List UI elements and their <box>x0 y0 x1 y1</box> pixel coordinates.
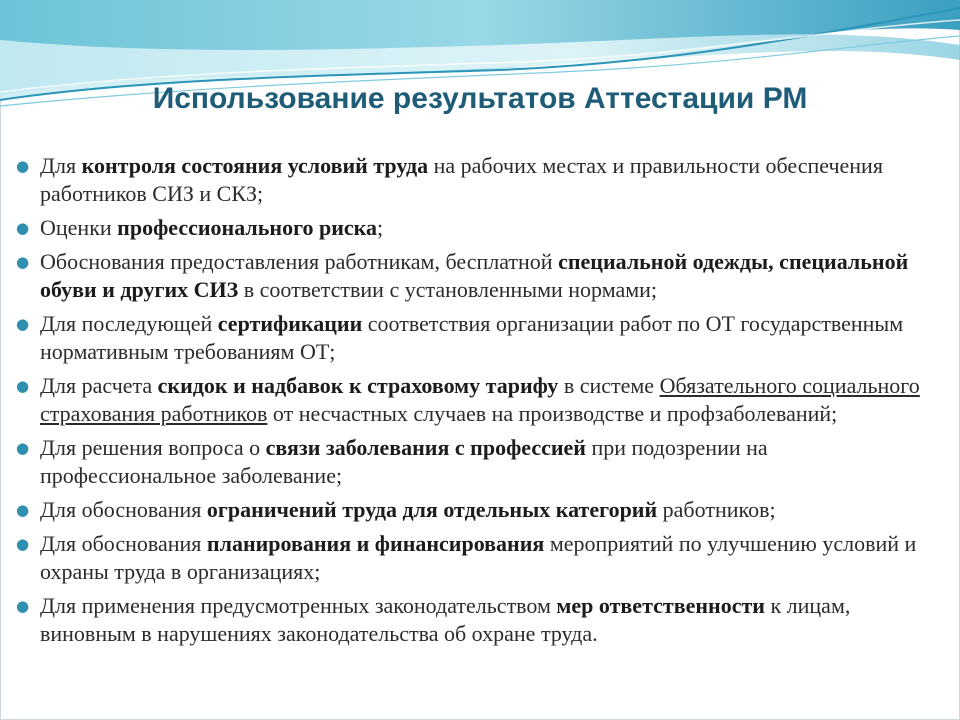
item-text: в системе <box>558 373 660 398</box>
list-item <box>14 496 934 524</box>
bullet-dot-icon: ● <box>16 157 30 175</box>
item-emphasis: контроля состояния условий труда <box>81 153 429 178</box>
item-text: Для расчета <box>40 373 158 398</box>
list-item <box>14 214 934 242</box>
osso-link[interactable]: Обязательного социального страхования работников <box>40 373 920 426</box>
item-text: Для применения предусмотренных законодательством <box>40 593 557 618</box>
item-text: Для обоснования <box>40 531 207 556</box>
bullet-dot-icon: ● <box>16 597 30 615</box>
item-emphasis: планирования и финансирования <box>206 531 545 556</box>
bullet-dot-icon: ● <box>16 253 30 271</box>
item-emphasis: связи заболевания с профессией <box>265 435 586 460</box>
item-emphasis: профессионального риска <box>117 215 378 240</box>
item-text: ; <box>377 215 384 240</box>
bullet-dot-icon: ● <box>16 439 30 457</box>
item-emphasis: специальной одежды, специальной обуви и других СИЗ <box>40 249 909 302</box>
list-item <box>14 434 934 490</box>
list-item <box>14 592 934 648</box>
item-text: Оценки <box>40 215 118 240</box>
bullet-dot-icon: ● <box>16 501 30 519</box>
item-emphasis: скидок и надбавок к страховому тарифу <box>157 373 559 398</box>
bullet-dot-icon: ● <box>16 377 30 395</box>
bullet-dot-icon: ● <box>16 315 30 333</box>
item-text: мероприятий по улучшению условий и охраны труда в организациях; <box>40 531 917 584</box>
item-text: в соответствии с установленными нормами; <box>238 277 658 302</box>
item-text: Для <box>40 153 82 178</box>
item-text: Для обоснования <box>40 497 207 522</box>
bullet-dot-icon: ● <box>16 219 30 237</box>
item-text: работников; <box>657 497 776 522</box>
item-text: Для решения вопроса о <box>40 435 266 460</box>
list-item <box>14 248 934 304</box>
slide-title: Использование результатов Аттестации РМ <box>152 82 808 115</box>
item-emphasis: сертификации <box>217 311 363 336</box>
list-item <box>14 372 934 428</box>
list-item <box>14 530 934 586</box>
item-text: от несчастных случаев на производстве и профзаболеваний; <box>267 401 838 426</box>
item-text: на рабочих местах и правильности обеспечения работников СИЗ и СКЗ; <box>40 153 883 206</box>
item-text: соответствия организации работ по ОТ государственным нормативным требованиям ОТ; <box>40 311 904 364</box>
list-item <box>14 310 934 366</box>
item-text: при подозрении на профессиональное заболевание; <box>40 435 768 488</box>
item-text: Обоснования предоставления работникам, бесплатной <box>40 249 559 274</box>
list-item <box>14 152 934 208</box>
item-emphasis: ограничений труда для отдельных категорий <box>206 497 658 522</box>
item-text: к лицам, виновным в нарушениях законодательства об охране труда. <box>40 593 851 646</box>
item-emphasis: мер ответственности <box>556 593 765 618</box>
bullet-list <box>14 152 934 654</box>
item-text: Для последующей <box>40 311 218 336</box>
bullet-dot-icon: ● <box>16 535 30 553</box>
